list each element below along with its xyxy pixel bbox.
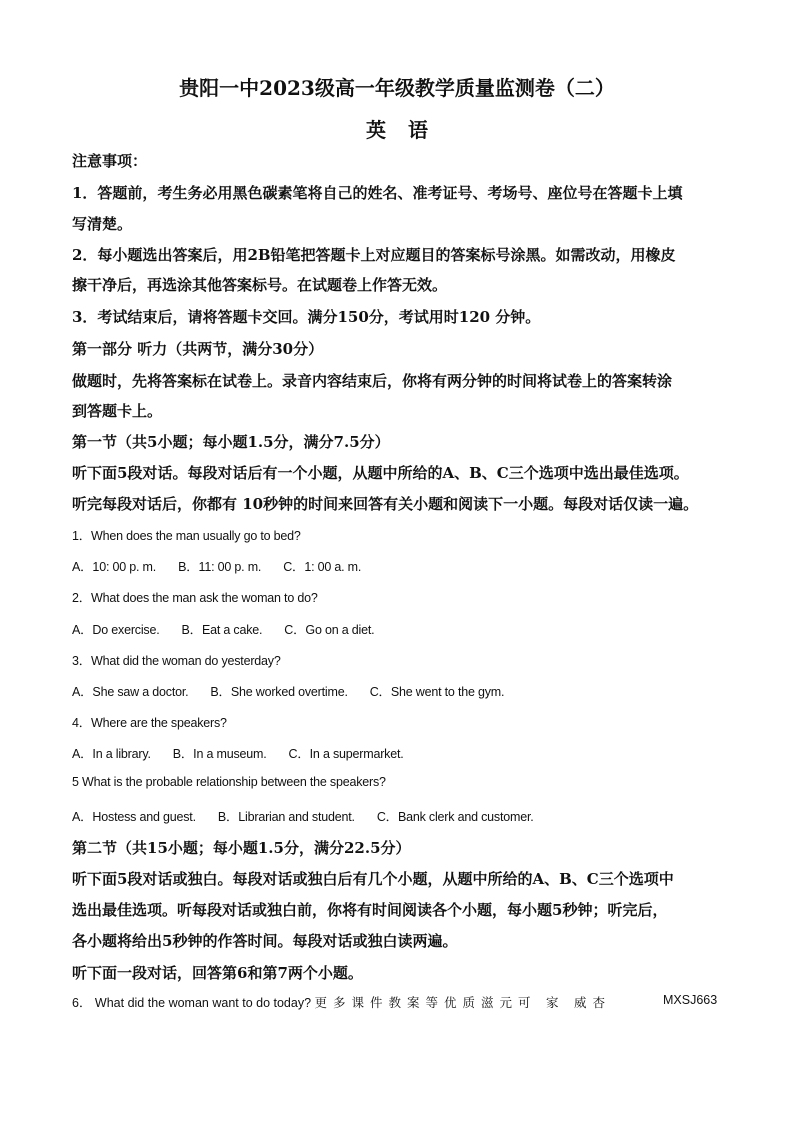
question-4-option-c: C．In a supermarket.: [288, 747, 404, 761]
notes-heading: 注意事项：: [72, 152, 148, 170]
note-1-line-2: 写清楚。: [72, 215, 133, 233]
part1-heading: 第一部分 听力（共两节，满分30分）: [72, 340, 324, 358]
question-5-option-a: A．Hostess and guest.: [72, 810, 196, 824]
question-4-options: [72, 744, 426, 762]
question-5-option-b: B．Librarian and student.: [217, 810, 355, 824]
question-4-option-a: A．In a library.: [72, 747, 151, 761]
question-2-option-c: C．Go on a diet.: [284, 623, 375, 637]
question-5-options: [72, 807, 556, 825]
question-5-option-c: C．Bank clerk and customer.: [376, 810, 534, 824]
question-3-option-c: C．She went to the gym.: [369, 685, 505, 699]
subject-title: 英语: [366, 118, 450, 142]
question-2-stem: 2．What does the man ask the woman to do?: [72, 591, 318, 605]
exam-title: 贵阳一中2023级高一年级教学质量监测卷（二）: [179, 76, 615, 100]
section2-instruction-line-1: 听下面5段对话或独白。每段对话或独白后有几个小题，从题中所给的A、B、C三个选项中: [72, 870, 674, 888]
part1-instruction-line-2: 到答题卡上。: [72, 402, 163, 420]
section2-instruction-line-3: 各小题将给出5秒钟的作答时间。每段对话或独白读两遍。: [72, 932, 458, 950]
question-4-option-b: B．In a museum.: [172, 747, 267, 761]
question-2-options: [72, 620, 396, 638]
question-1-option-a: A．10: 00 p. m.: [72, 560, 157, 574]
note-1-line-1: 1．答题前，考生务必用黑色碳素笔将自己的姓名、准考证号、考场号、座位号在答题卡上填: [72, 184, 683, 202]
question-2-option-b: B．Eat a cake.: [181, 623, 263, 637]
section1-instruction-line-1: 听下面5段对话。每段对话后有一个小题，从题中所给的A、B、C三个选项中选出最佳选项。: [72, 464, 689, 482]
question-1-stem: 1．When does the man usually go to bed?: [72, 529, 301, 543]
section1-instruction-line-2: 听完每段对话后，你都有 10秒钟的时间来回答有关小题和阅读下一小题。每段对话仅读一遍。: [72, 495, 699, 513]
section2-sub-instruction: 听下面一段对话，回答第6和第7两个小题。: [72, 964, 363, 982]
question-6-stem: 6． What did the woman want to do today?: [72, 996, 312, 1010]
question-1-options: [72, 557, 383, 575]
note-2-line-2: 擦干净后，再选涂其他答案标号。在试题卷上作答无效。: [72, 276, 448, 294]
question-3-option-a: A．She saw a doctor.: [72, 685, 189, 699]
question-3-stem: 3．What did the woman do yesterday?: [72, 654, 281, 668]
part1-instruction-line-1: 做题时，先将答案标在试卷上。录音内容结束后，你将有两分钟的时间将试卷上的答案转涂: [72, 372, 673, 390]
question-5-stem: 5 What is the probable relationship between the speakers?: [72, 775, 386, 789]
note-2-line-1: 2．每小题选出答案后，用2B铅笔把答题卡上对应题目的答案标号涂黑。如需改动，用橡皮: [72, 246, 676, 264]
question-6-line: [72, 993, 722, 1011]
question-3-option-b: B．She worked overtime.: [210, 685, 348, 699]
watermark-code: MXSJ663: [663, 993, 718, 1007]
question-1-option-c: C．1: 00 a. m.: [283, 560, 362, 574]
question-2-option-a: A．Do exercise.: [72, 623, 160, 637]
section2-heading: 第二节（共15小题；每小题1.5分，满分22.5分）: [72, 839, 411, 857]
question-4-stem: 4．Where are the speakers?: [72, 716, 227, 730]
question-3-options: [72, 682, 526, 700]
watermark-text: 更多课件教案等优质滋元可 家 威杏: [314, 996, 611, 1010]
section2-instruction-line-2: 选出最佳选项。听每段对话或独白前，你将有时间阅读各个小题，每小题5秒钟；听完后，: [72, 901, 668, 919]
question-1-option-b: B．11: 00 p. m.: [178, 560, 262, 574]
note-3: 3．考试结束后，请将答题卡交回。满分150分，考试用时120 分钟。: [72, 308, 541, 326]
section1-heading: 第一节（共5小题；每小题1.5分，满分7.5分）: [72, 433, 390, 451]
